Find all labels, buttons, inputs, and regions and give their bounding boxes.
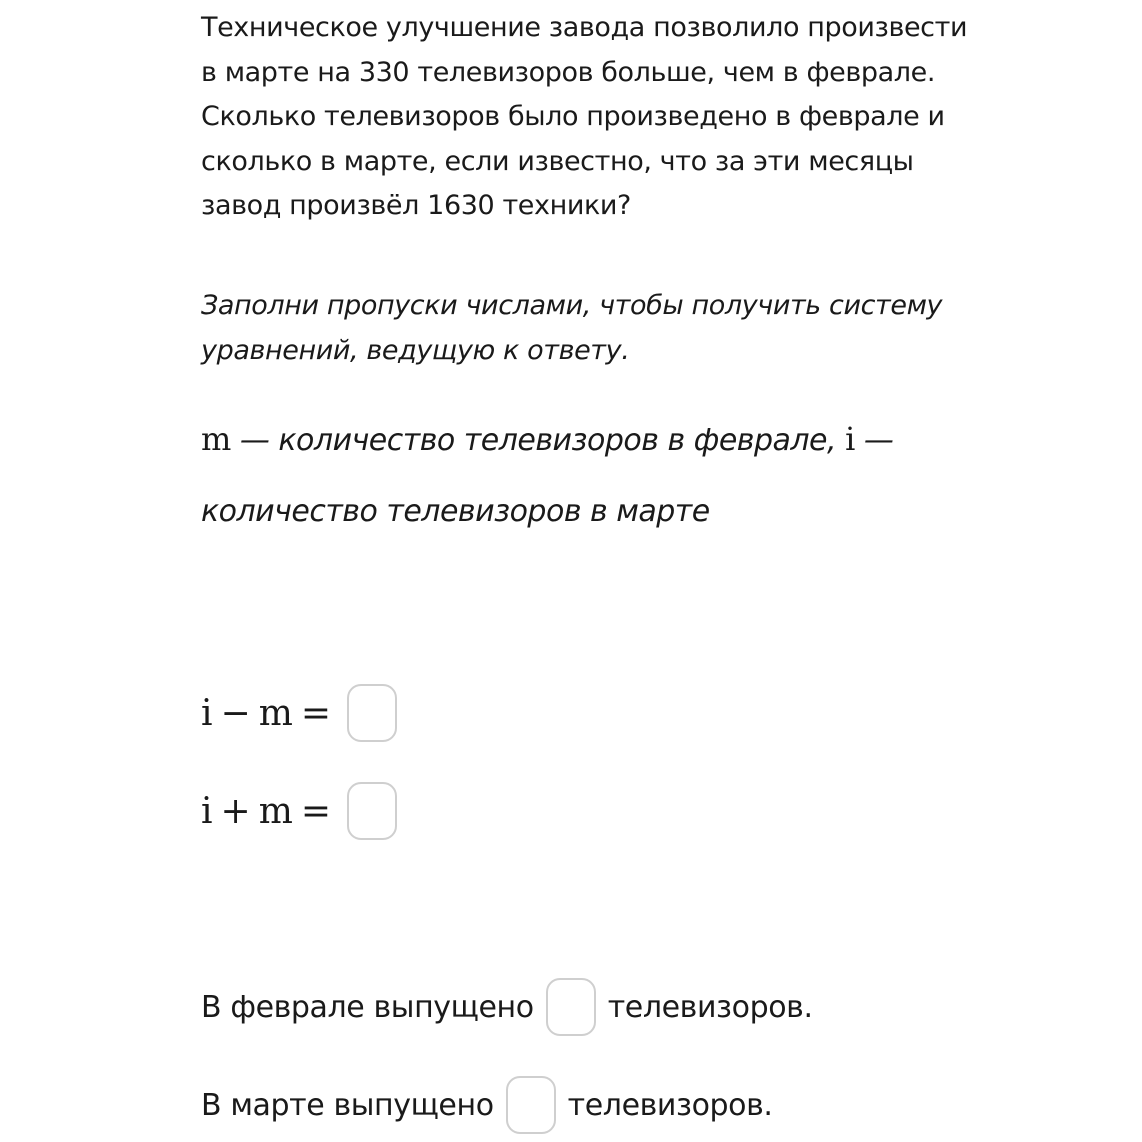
problem-line: в марте на 330 телевизоров больше, чем в феврале. — [201, 56, 936, 88]
eq-equals: = — [300, 790, 331, 832]
problem-text — [201, 6, 968, 229]
problem-line: завод произвёл 1630 техники? — [201, 190, 631, 221]
problem-line: сколько в марте, если известно, что за эти месяцы — [201, 145, 914, 177]
february-answer-prefix: В феврале выпущено — [201, 989, 534, 1025]
instruction-line: Заполни пропуски числами, чтобы получить систему — [201, 290, 943, 321]
var-i-symbol: i — [845, 420, 855, 458]
eq-var-m: m — [258, 692, 293, 734]
equation-sum — [201, 782, 397, 840]
eq-var-i: i — [201, 790, 213, 832]
february-answer-row — [201, 978, 813, 1036]
var-i-description: количество телевизоров в марте — [201, 494, 710, 529]
var-dash: — — [854, 423, 894, 458]
march-answer-input[interactable] — [506, 1076, 556, 1134]
instruction-text — [201, 284, 942, 373]
difference-answer-input[interactable] — [347, 684, 397, 742]
eq-operator-minus: − — [220, 692, 251, 734]
eq-equals: = — [300, 692, 331, 734]
variable-definitions — [201, 420, 893, 458]
february-answer-suffix: телевизоров. — [607, 989, 813, 1025]
february-answer-input[interactable] — [546, 978, 596, 1036]
variable-definitions-continued — [201, 494, 710, 529]
var-m-symbol: m — [201, 420, 231, 458]
march-answer-suffix: телевизоров. — [567, 1087, 773, 1123]
sum-answer-input[interactable] — [347, 782, 397, 840]
problem-line: Сколько телевизоров было произведено в феврале и — [201, 101, 945, 132]
var-m-description: — количество телевизоров в феврале, — [230, 423, 846, 458]
equation-difference — [201, 684, 397, 742]
march-answer-row — [201, 1076, 773, 1134]
eq-var-m: m — [258, 790, 293, 832]
problem-line: Техническое улучшение завода позволило произвести — [201, 12, 968, 43]
march-answer-prefix: В марте выпущено — [201, 1087, 494, 1123]
instruction-line: уравнений, ведущую к ответу. — [201, 334, 630, 366]
eq-var-i: i — [201, 692, 213, 734]
eq-operator-plus: + — [220, 790, 251, 832]
